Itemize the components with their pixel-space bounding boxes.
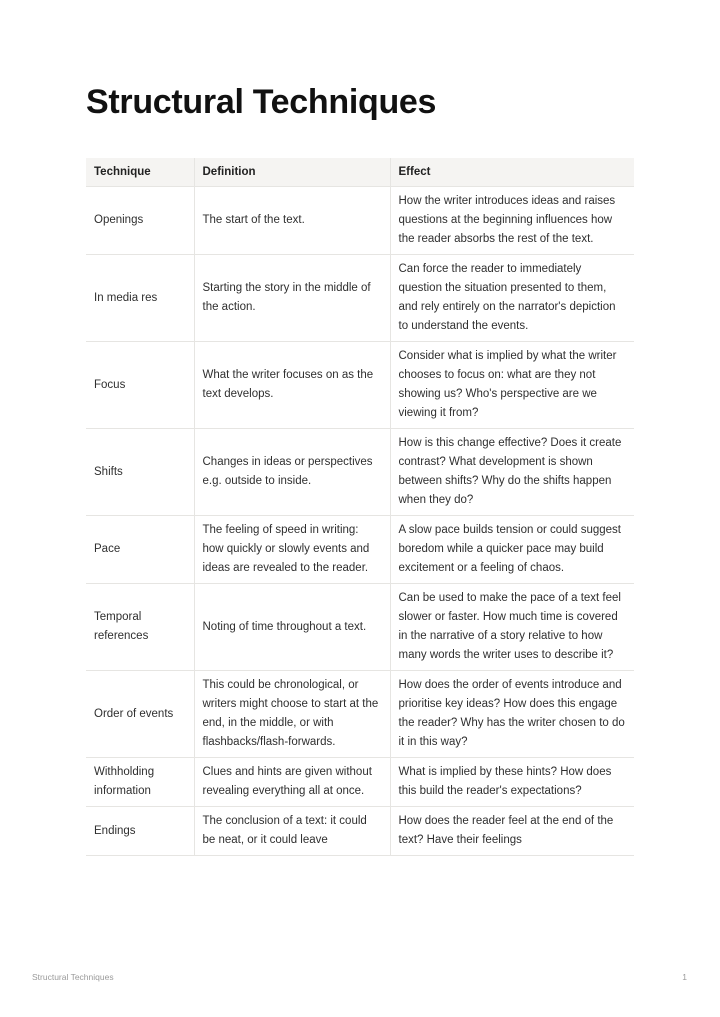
techniques-table [86, 158, 634, 856]
table-row [86, 342, 634, 429]
page-number: 1 [682, 972, 687, 982]
effect-cell: A slow pace builds tension or could suggest boredom while a quicker pace may build excitement or a feeling of chaos. [390, 516, 634, 584]
technique-cell: Withholding information [86, 758, 194, 807]
table-row [86, 187, 634, 255]
table-header-row [86, 158, 634, 187]
technique-cell: Endings [86, 807, 194, 856]
effect-cell: How does the reader feel at the end of the text? Have their feelings [390, 807, 634, 856]
technique-cell: Temporal references [86, 584, 194, 671]
table-row [86, 758, 634, 807]
table-row [86, 429, 634, 516]
effect-cell: How does the order of events introduce and prioritise key ideas? How does this engage the reader? Why has the writer chosen to do it in this way? [390, 671, 634, 758]
effect-cell: How is this change effective? Does it create contrast? What development is shown between shifts? Why do the shifts happen when they do? [390, 429, 634, 516]
definition-cell: The feeling of speed in writing: how quickly or slowly events and ideas are revealed to the reader. [194, 516, 390, 584]
definition-cell: What the writer focuses on as the text develops. [194, 342, 390, 429]
technique-cell: In media res [86, 255, 194, 342]
table-row [86, 516, 634, 584]
header-technique: Technique [86, 158, 194, 187]
technique-cell: Openings [86, 187, 194, 255]
effect-cell: What is implied by these hints? How does this build the reader's expectations? [390, 758, 634, 807]
footer-title: Structural Techniques [32, 972, 114, 982]
header-definition: Definition [194, 158, 390, 187]
definition-cell: Noting of time throughout a text. [194, 584, 390, 671]
effect-cell: Can be used to make the pace of a text feel slower or faster. How much time is covered in the narrative of a story relative to how many words the writer uses to describe it? [390, 584, 634, 671]
technique-cell: Focus [86, 342, 194, 429]
definition-cell: Starting the story in the middle of the action. [194, 255, 390, 342]
definition-cell: Changes in ideas or perspectives e.g. outside to inside. [194, 429, 390, 516]
table-row [86, 807, 634, 856]
effect-cell: How the writer introduces ideas and raises questions at the beginning influences how the reader absorbs the rest of the text. [390, 187, 634, 255]
effect-cell: Consider what is implied by what the writer chooses to focus on: what are they not showing us? Who's perspective are we viewing it from? [390, 342, 634, 429]
effect-cell: Can force the reader to immediately question the situation presented to them, and rely entirely on the narrator's depiction to understand the events. [390, 255, 634, 342]
definition-cell: The conclusion of a text: it could be neat, or it could leave [194, 807, 390, 856]
technique-cell: Pace [86, 516, 194, 584]
technique-cell: Order of events [86, 671, 194, 758]
table-row [86, 255, 634, 342]
definition-cell: Clues and hints are given without revealing everything all at once. [194, 758, 390, 807]
definition-cell: The start of the text. [194, 187, 390, 255]
technique-cell: Shifts [86, 429, 194, 516]
table-row [86, 671, 634, 758]
header-effect: Effect [390, 158, 634, 187]
definition-cell: This could be chronological, or writers might choose to start at the end, in the middle, or with flashbacks/flash-forwards. [194, 671, 390, 758]
page-title: Structural Techniques [86, 83, 437, 121]
table-row [86, 584, 634, 671]
table-container [86, 158, 634, 928]
